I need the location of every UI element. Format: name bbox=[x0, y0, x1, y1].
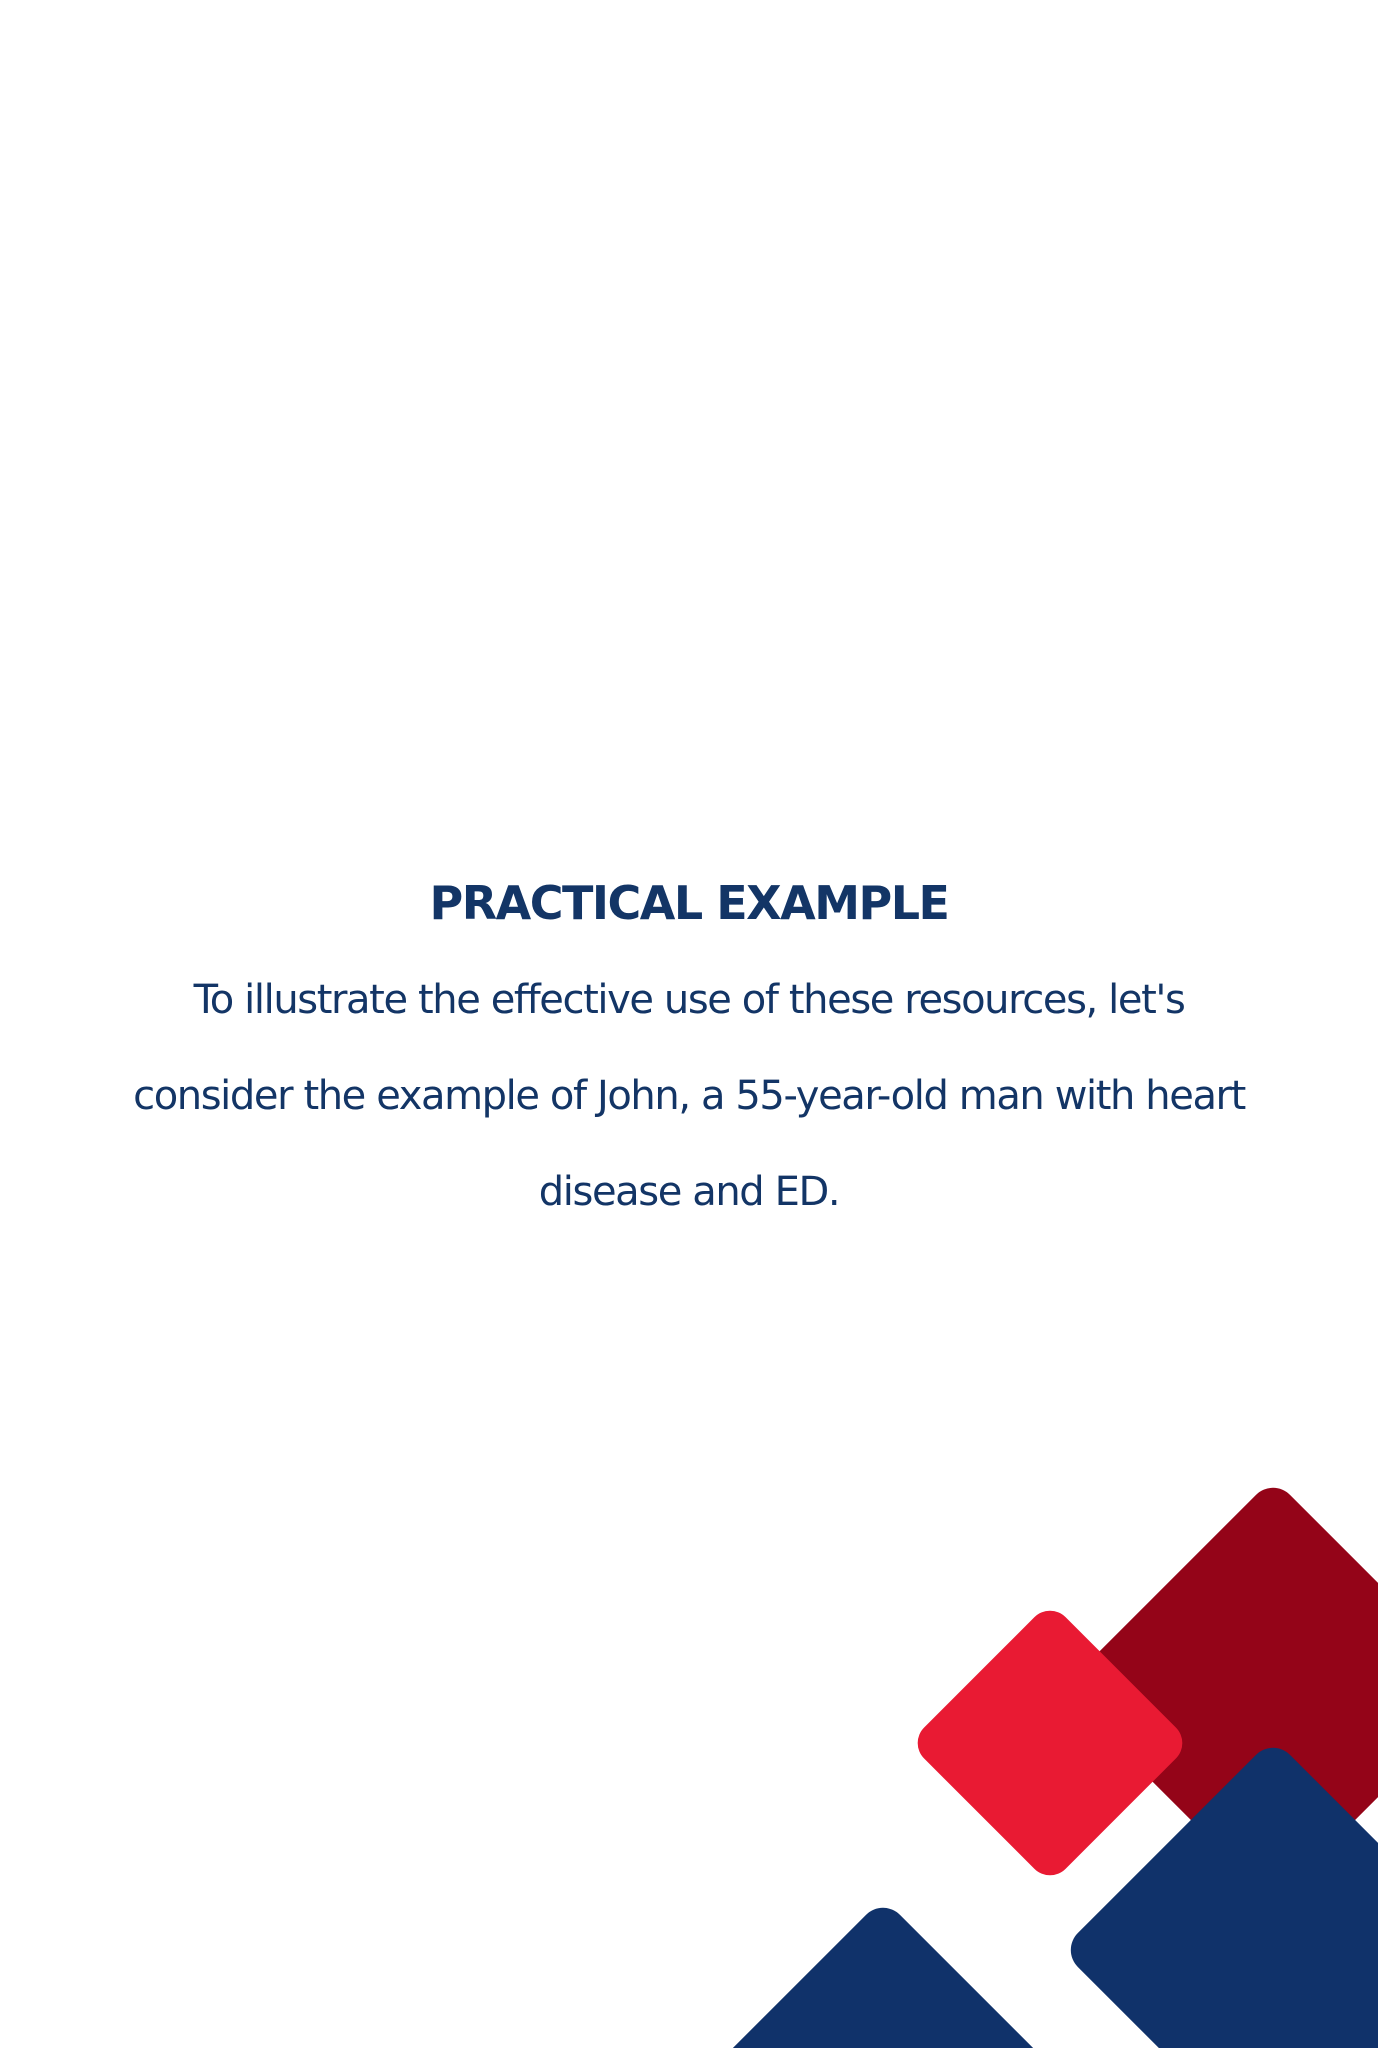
body-paragraph: To illustrate the effective use of these resources, let's consider the example of John, a 55-year-old man with heart disease and ED. bbox=[133, 977, 1245, 1215]
page-title: PRACTICAL EXAMPLE bbox=[429, 876, 949, 930]
navy-rounded-diamond-bottom bbox=[671, 1898, 1095, 2048]
